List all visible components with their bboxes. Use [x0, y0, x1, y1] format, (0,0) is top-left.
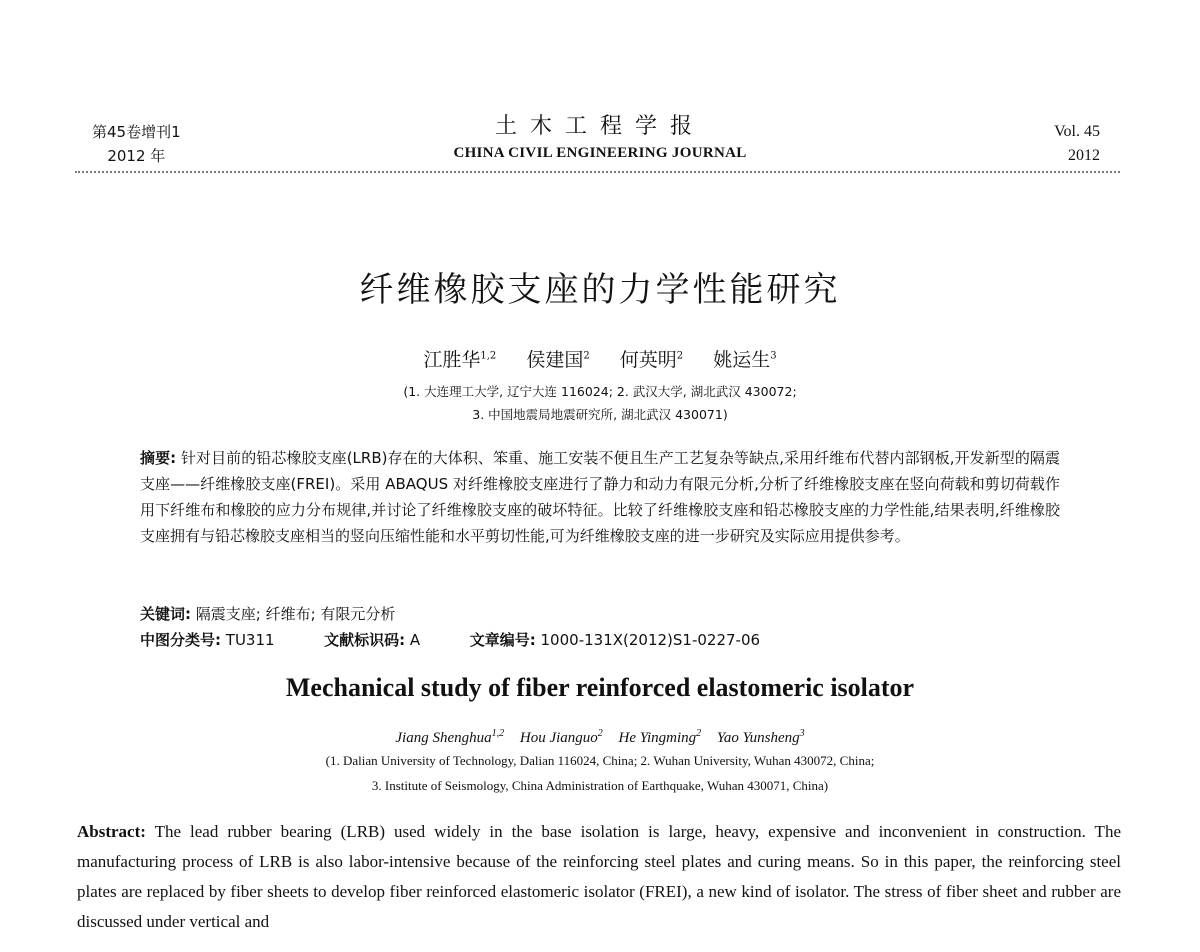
- clc-value: TU311: [225, 631, 275, 649]
- affiliation-cn-line1: (1. 大连理工大学, 辽宁大连 116024; 2. 武汉大学, 湖北武汉 430072;: [403, 384, 797, 399]
- author-cn: 侯建国$^2$: [526, 349, 590, 372]
- affiliation-cn-line2: 3. 中国地震局地震研究所, 湖北武汉 430071): [472, 407, 728, 422]
- author-cn: 何英明$^2$: [619, 349, 684, 372]
- affiliations-cn: [0, 380, 1200, 426]
- abstract-en: [77, 817, 1121, 937]
- author-en: Yao Yunsheng$^3$: [716, 728, 805, 746]
- author-en: Jiang Shenghua$^{1,2}$: [395, 728, 505, 746]
- abstract-cn: [140, 445, 1060, 549]
- journal-name-en: CHINA CIVIL ENGINEERING JOURNAL: [453, 145, 747, 161]
- affiliation-en-line2: 3. Institute of Seismology, China Administration of Earthquake, Wuhan 430071, China): [371, 778, 829, 793]
- article-no-value: 1000-131X(2012)S1-0227-06: [540, 631, 761, 649]
- journal-header: [0, 108, 1200, 170]
- doc-code-value: A: [409, 631, 421, 649]
- abstract-en-text: The lead rubber bearing (LRB) used widely in the base isolation is large, heavy, expensive and inconvenient in construction. The manufacturing process of LRB is also labor-intensive because of the reinforcing steel plates and curing means. So in this paper, the reinforcing steel plates are replaced by fiber sheets to develop fiber reinforced elastomeric isolator (FREI), a new kind of isolator. The stress of fiber sheet and rubber are discussed under vertical and: [77, 822, 1121, 931]
- clc-label: 中图分类号:: [140, 631, 221, 649]
- article-no-label: 文章编号:: [469, 631, 536, 649]
- header-divider: [75, 171, 1120, 173]
- affiliation-en-line1: (1. Dalian University of Technology, Dalian 116024, China; 2. Wuhan University, Wuhan 430072, China;: [325, 753, 875, 768]
- author-cn: 江胜华$^{1,2}$: [423, 349, 497, 372]
- keywords-cn-label: 关键词:: [140, 605, 191, 623]
- abstract-en-label: Abstract:: [77, 822, 146, 841]
- paper-title-cn: 纤维橡胶支座的力学性能研究: [359, 270, 841, 310]
- volume-en: Vol. 45: [1054, 123, 1100, 140]
- journal-name-cn: 土木工程学报: [494, 114, 705, 139]
- author-en: He Yingming$^2$: [618, 728, 702, 746]
- author-cn: 姚运生$^3$: [713, 349, 777, 372]
- paper-title-en: Mechanical study of fiber reinforced elastomeric isolator: [285, 673, 915, 702]
- keywords-cn-text: 隔震支座; 纤维布; 有限元分析: [195, 605, 396, 623]
- affiliations-en: [0, 748, 1200, 798]
- keywords-cn: [140, 601, 760, 627]
- metadata-cn: [140, 601, 760, 653]
- abstract-cn-text: 针对目前的铅芯橡胶支座(LRB)存在的大体积、笨重、施工安装不便且生产工艺复杂等缺点,采用纤维布代替内部钢板,开发新型的隔震支座——纤维橡胶支座(FREI)。采用 ABAQUS 对纤维橡胶支座进行了静力和动力有限元分析,分析了纤维橡胶支座在竖向荷载和剪切荷载作用下纤维布和橡胶的应力分布规律,并讨论了纤维橡胶支座的破坏特征。比较了纤维橡胶支座和铅芯橡胶支座的力学性能,结果表明,纤维橡胶支座拥有与铅芯橡胶支座相当的竖向压缩性能和水平剪切性能,可为纤维橡胶支座的进一步研究及实际应用提供参考。: [140, 449, 1060, 545]
- authors-cn: [0, 344, 1200, 373]
- header-volume-cn: [92, 120, 181, 168]
- journal-name: [300, 113, 900, 165]
- authors-en: [0, 723, 1200, 749]
- year-cn: 2012 年: [107, 147, 166, 165]
- year-en: 2012: [1068, 147, 1100, 164]
- doc-code-label: 文献标识码:: [324, 631, 406, 649]
- classification-cn: [140, 627, 760, 653]
- volume-cn: 第45卷增刊1: [92, 123, 181, 141]
- author-en: Hou Jianguo$^2$: [519, 728, 603, 746]
- header-volume-en: [1054, 120, 1100, 168]
- abstract-cn-label: 摘要:: [140, 449, 177, 467]
